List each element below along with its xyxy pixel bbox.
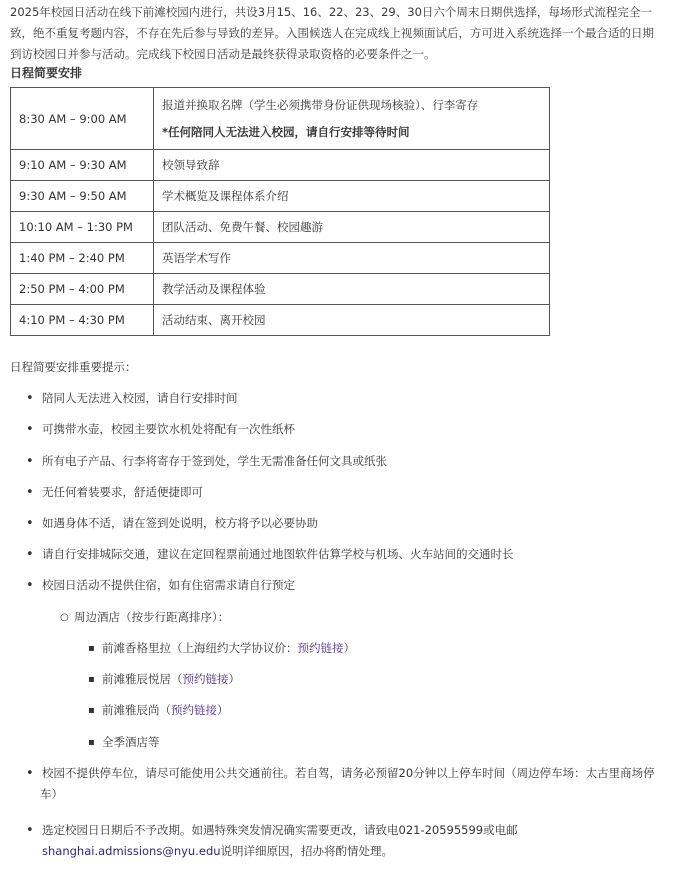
intro-paragraph <box>10 2 682 65</box>
tips-heading: 日程简要安排重要提示： <box>10 360 137 374</box>
time-cell: 8:30 AM – 9:00 AM <box>11 88 154 150</box>
hotel-item <box>88 669 240 690</box>
activity-cell: 学术概览及课程体系介绍 <box>154 181 550 212</box>
hotel-name: 前滩雅辰尚（ <box>102 703 171 717</box>
list-item-text: 说明详细原因，招办将酌情处理。 <box>220 844 394 858</box>
table-row <box>11 243 550 274</box>
bullet-icon: • <box>26 422 34 437</box>
hotel-name: 前滩香格里拉（上海纽约大学协议价： <box>102 641 298 655</box>
square-bullet-icon: ▪ <box>88 705 95 716</box>
list-item <box>26 575 682 596</box>
list-item <box>26 763 682 805</box>
list-item <box>26 419 682 440</box>
list-item <box>26 482 682 503</box>
activity-cell: 活动结束、离开校园 <box>154 305 550 336</box>
time-cell: 1:40 PM – 2:40 PM <box>11 243 154 274</box>
hotel-name: 全季酒店等 <box>102 735 160 749</box>
activity-cell <box>154 88 550 150</box>
hotels-subheading <box>60 607 230 628</box>
activity-text: 报道并换取名牌（学生必须携带身份证供现场核验）、行李寄存 <box>162 97 479 112</box>
list-item-text: 校园日活动不提供住宿，如有住宿需求请自行预定 <box>42 578 295 592</box>
table-row <box>11 150 550 181</box>
intro-line: 2025年校园日活动在线下前滩校园内进行，共设3月15、16、22、23、29、30日六个周末日期供选择，每场形式流程完全一 <box>10 5 652 19</box>
hotel-name: 前滩雅辰悦居（ <box>102 672 183 686</box>
intro-line: 到访校园日并参与活动。完成线下校园日活动是最终获得录取资格的必要条件之一。 <box>10 47 436 61</box>
list-item-text: 请自行安排城际交通，建议在定回程票前通过地图软件估算学校与机场、火车站间的交通时长 <box>42 547 514 561</box>
email-link[interactable]: shanghai.admissions@nyu.edu <box>42 844 221 858</box>
list-item <box>26 388 682 409</box>
schedule-table <box>10 87 550 336</box>
bullet-icon: • <box>26 391 34 406</box>
list-item <box>26 451 682 472</box>
hotel-suffix: ） <box>228 672 240 686</box>
time-cell: 10:10 AM – 1:30 PM <box>11 212 154 243</box>
list-item-text: 可携带水壶，校园主要饮水机处将配有一次性纸杯 <box>42 422 295 436</box>
table-row <box>11 181 550 212</box>
bullet-icon: • <box>26 454 34 469</box>
list-item-text: 车） <box>40 787 63 801</box>
square-bullet-icon: ▪ <box>88 737 95 748</box>
hotel-suffix: ） <box>217 703 229 717</box>
list-item-text: 如遇身体不适，请在签到处说明，校方将予以必要协助 <box>42 516 318 530</box>
table-row <box>11 212 550 243</box>
hotel-item <box>88 638 355 659</box>
bullet-icon: • <box>26 547 34 562</box>
list-item-text: 陪同人无法进入校园，请自行安排时间 <box>42 391 238 405</box>
activity-cell: 校领导致辞 <box>154 150 550 181</box>
circle-bullet-icon: ○ <box>60 612 69 623</box>
hotel-item <box>88 732 160 753</box>
bullet-icon: • <box>26 823 34 838</box>
hotel-item <box>88 700 229 721</box>
list-item-text: 无任何着装要求，舒适便捷即可 <box>42 485 203 499</box>
booking-link[interactable]: 预约链接 <box>297 641 344 655</box>
list-item-text: 所有电子产品、行李将寄存于签到处，学生无需准备任何文具或纸张 <box>42 454 387 468</box>
intro-line: 致，绝不重复考题内容，不存在先后参与导致的差异。入围候选人在完成线上视频面试后，方可进入系统选择一个最合适的日期 <box>10 26 654 40</box>
activity-note: *任何陪同人无法进入校园，请自行安排等待时间 <box>162 124 410 139</box>
booking-link[interactable]: 预约链接 <box>171 703 217 717</box>
list-item <box>26 820 682 862</box>
time-cell: 9:10 AM – 9:30 AM <box>11 150 154 181</box>
list-item <box>26 513 682 534</box>
table-row <box>11 274 550 305</box>
table-row <box>11 305 550 336</box>
list-item-text-line <box>42 841 682 862</box>
list-item-text: 校园不提供停车位，请尽可能使用公共交通前往。若自驾，请务必预留20分钟以上停车时间（周边停车场：太古里商场停 <box>42 766 655 780</box>
square-bullet-icon: ▪ <box>88 674 95 685</box>
list-item-text: 选定校园日日期后不予改期。如遇特殊突发情况确实需要更改，请致电021-20595599或电邮 <box>42 823 518 837</box>
bullet-icon: • <box>26 516 34 531</box>
activity-cell: 团队活动、免费午餐、校园趣游 <box>154 212 550 243</box>
hotels-title: 周边酒店（按步行距离排序）： <box>74 610 230 624</box>
bullet-icon: • <box>26 766 34 781</box>
square-bullet-icon: ▪ <box>88 643 95 654</box>
schedule-heading: 日程简要安排 <box>10 66 83 80</box>
bullet-icon: • <box>26 578 34 593</box>
table-row <box>11 88 550 150</box>
activity-cell: 教学活动及课程体验 <box>154 274 550 305</box>
list-item <box>26 544 682 565</box>
hotel-suffix: ） <box>343 641 355 655</box>
activity-cell: 英语学术写作 <box>154 243 550 274</box>
time-cell: 2:50 PM – 4:00 PM <box>11 274 154 305</box>
booking-link[interactable]: 预约链接 <box>182 672 229 686</box>
time-cell: 4:10 PM – 4:30 PM <box>11 305 154 336</box>
time-cell: 9:30 AM – 9:50 AM <box>11 181 154 212</box>
bullet-icon: • <box>26 485 34 500</box>
